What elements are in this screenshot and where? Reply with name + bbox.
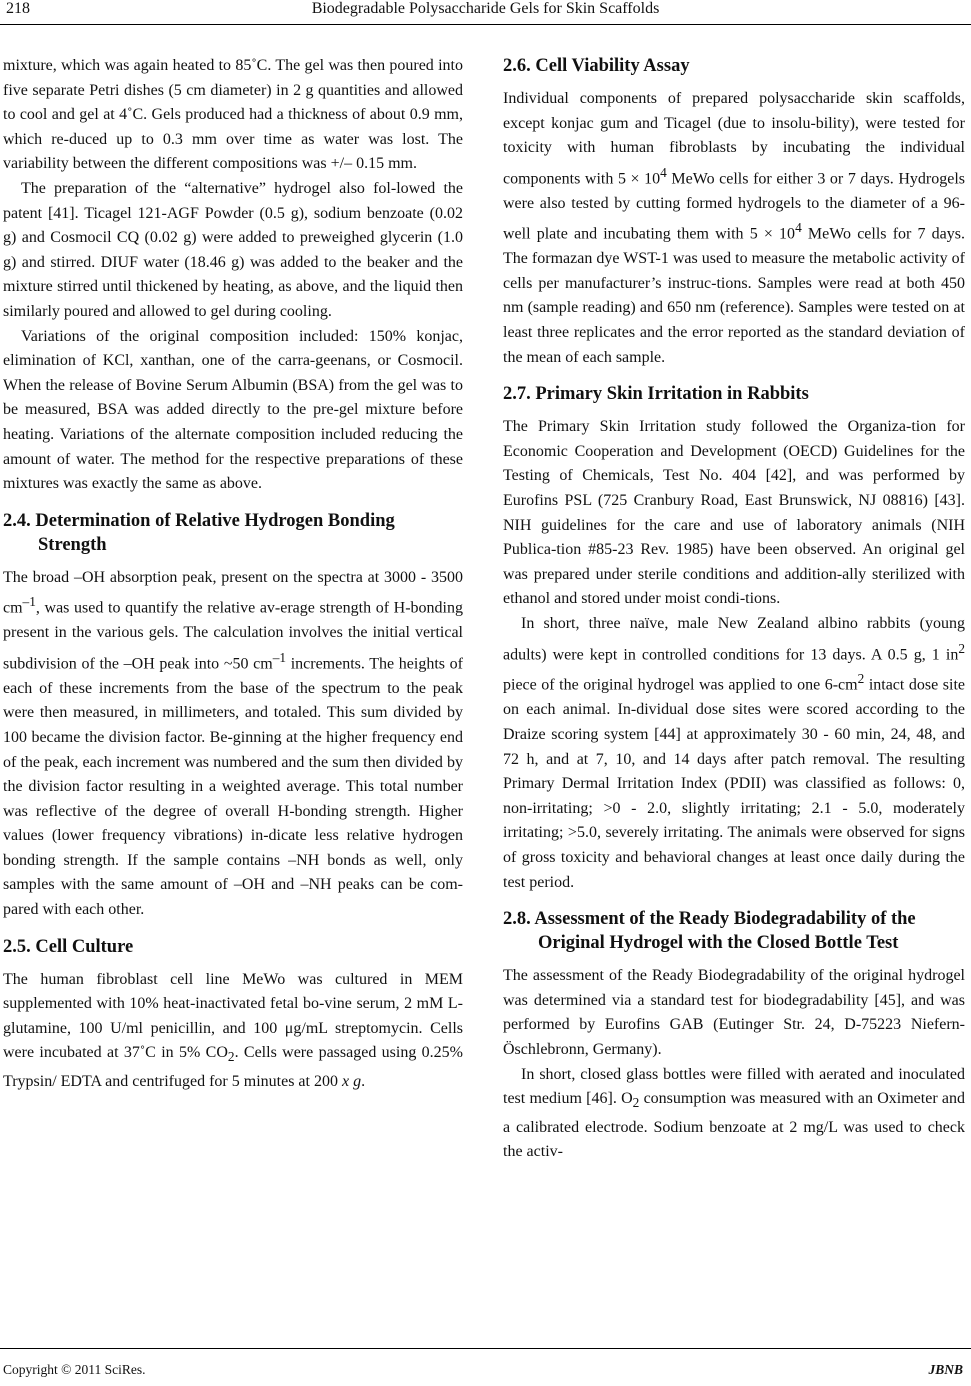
superscript: 2 <box>857 671 865 687</box>
left-column <box>3 54 463 1095</box>
page-footer <box>0 1348 971 1386</box>
text-run: . <box>361 1073 366 1091</box>
superscript: –1 <box>272 649 287 665</box>
page-number: 218 <box>6 0 30 17</box>
paragraph-hydrogen-bonding <box>3 566 463 923</box>
paragraph-gel-casting: mixture, which was again heated to 85˚C. The gel was then poured into five separate Petri dishes (5 cm diameter) in 2 g quantities and allowed to cool and gel at 4˚C. Gels produced had a thickness of about 0.9 mm, which re-duced up to 0.3 mm over time as water was lost. The variability between the different compositions was +/– 0.15 mm. <box>3 57 463 173</box>
subscript: 2 <box>227 1049 235 1065</box>
paragraph-closed-bottle <box>503 1063 965 1166</box>
text-run: MeWo cells for either 3 or 7 days. Hydrogels were also tested by cutting formed hydrogels to the diameter of a 96-well plate and incubating them with 5 × 10 <box>503 170 965 243</box>
text-run: , was used to quantify the relative av-erage strength of H-bonding present in the various gels. The calculation involves the initial vertical subdivision of the –OH peak into ~50 cm <box>3 599 463 673</box>
section-heading-2-4: 2.4. Determination of Relative Hydrogen Bonding Strength <box>3 510 395 555</box>
superscript: –1 <box>22 594 36 610</box>
section-heading-2-8: 2.8. Assessment of the Ready Biodegradability of the Original Hydrogel with the Closed Bottle Test <box>503 909 916 954</box>
subscript: 2 <box>632 1095 640 1111</box>
superscript: 4 <box>660 164 667 180</box>
paragraph-cell-culture <box>3 968 463 1095</box>
paragraph-alternative-hydrogel: The preparation of the “alternative” hydrogel also fol-lowed the patent [41]. Ticagel 121-AGF Powder (0.5 g), sodium benzoate (0.02 g) and Cosmocil CQ (0.02 g) were added to preweighed glycerin (1.0 g) and stirred. DIUF water (18.46 g) was added to the beaker and the mixture stirred until thickened by heating, as above, and the liquid then similarly poured and allowed to gel during cooling. <box>3 179 463 320</box>
text-run: intact dose site on each animal. In-dividual dose sites were scored according to the Draize scoring system [44] at approximately 30 - 60 min, 24, 48, and 72 h, and at 7, 10, and 14 days after patch removal. The resulting Primary Dermal Irritation Index (PDII) was classified as follows: 0, non-irritating; >0 - 2.0, slightly irritating; 2.1 - 5.0, moderately irritating; >5.0, severely irritating. The animals were observed for signs of gross toxicity and behavioral changes at least once daily during the test period. <box>503 676 965 891</box>
text-run: . Cells were passaged using 0.25% Trypsin/ EDTA and centrifuged for 5 minutes at 200 <box>3 1044 464 1091</box>
right-column <box>503 54 965 1165</box>
page-header <box>0 0 971 28</box>
text-run: In short, closed glass bottles were filled with aerated and inoculated test medium [46]. O <box>503 1065 965 1108</box>
journal-abbreviation: JBNB <box>928 1362 963 1377</box>
text-run: increments. The heights of each of these increments from the base of the spectrum to the peak were then measured, in millimeters, and totaled. This sum divided by 100 became the division factor. Be-ginning at the higher frequency end of the peak, each increment was numbered and the sum then divided by the division factor resulting in a weighted average. This total number was reflective of the degree of overall H-bonding strength. Higher values (lower frequency vibrations) in-dicate less relative hydrogen bonding strength. If the sample contains –NH bonds as well, only samples with the same amount of –OH and –NH peaks can be com-pared with each other. <box>3 655 464 919</box>
section-heading-2-6: 2.6. Cell Viability Assay <box>503 56 690 76</box>
section-heading-2-7: 2.7. Primary Skin Irritation in Rabbits <box>503 384 809 405</box>
paragraph-cell-viability <box>503 87 965 370</box>
text-run: In short, three naïve, male New Zealand albino rabbits (young adults) were kept in controlled conditions for 13 days. A 0.5 g, 1 in <box>503 614 965 663</box>
copyright-notice: Copyright © 2011 SciRes. <box>3 1362 146 1377</box>
text-run: The human fibroblast cell line MeWo was cultured in MEM supplemented with 10% heat-inactivated fetal bo-vine serum, 2 mM L-glutamine, 100 U/ml penicillin, and 100 μg/mL streptomycin. Cells were incubated at 37˚C in 5% CO <box>3 970 463 1062</box>
text-run: MeWo cells for 7 days. The formazan dye WST-1 was used to measure the metabolic activity of cells per manufacturer’s instruc-tions. Samples were read at both 450 nm (sample reading) and 650 nm (reference). Samples were tested on at least three replicates and the error reported as the standard deviation of the mean of each sample. <box>503 225 966 366</box>
paragraph-composition-variations: Variations of the original composition included: 150% konjac, elimination of KCl, xanthan, one of the carra-geenans, or Cosmocil. When the release of Bovine Serum Albumin (BSA) from the gel was to be measured, BSA was added directly to the pre-gel mixture before heating. Variations of the alternate composition included reducing the amount of water. The method for the respective preparations of these mixtures was exactly the same as above. <box>3 327 463 493</box>
paragraph-biodegradability: The assessment of the Ready Biodegradability of the original hydrogel was determined via a standard test for biodegradability [45], and was performed by Eurofins GAB (Eutinger Str. 24, D-75223 Niefern-Öschlebronn, Germany). <box>503 967 965 1058</box>
paragraph-skin-irritation: The Primary Skin Irritation study followed the Organiza-tion for Economic Cooperation and Development (OECD) Guidelines for the Testing of Chemicals, Test No. 404 [42], and was performed by Eurofins PSL (725 Cranbury Road, East Brunswick, NJ 08816) [43]. NIH guidelines for the care and use of laboratory animals (NIH Publica-tion #85-23 Rev. 1985) have been observed. An original gel was prepared under sterile conditions and addition-ally sterilized with ethanol and stored under moist condi-tions. <box>503 418 965 608</box>
text-run: The broad –OH absorption peak, present on the spectra at 3000 - 3500 cm <box>3 568 463 617</box>
text-run: consumption was measured with an Oximeter and a calibrated electrode. Sodium benzoate at 2 mg/L was used to check the activ- <box>503 1090 966 1161</box>
header-rule <box>0 24 971 25</box>
footer-rule <box>0 1348 971 1349</box>
section-heading-2-5: 2.5. Cell Culture <box>3 936 134 957</box>
italic-text: x g <box>341 1073 362 1091</box>
superscript: 4 <box>795 220 802 236</box>
superscript: 2 <box>958 640 965 656</box>
text-run: piece of the original hydrogel was applied to one 6-cm <box>503 676 858 694</box>
text-run: Individual components of prepared polysaccharide skin scaffolds, except konjac gum and Ticagel (due to insolu-bility), were tested for toxicity with human fibroblasts by incubating the individual components with 5 × 10 <box>503 90 965 188</box>
running-title: Biodegradable Polysaccharide Gels for Skin Scaffolds <box>311 0 660 17</box>
paragraph-rabbit-study <box>503 612 965 895</box>
